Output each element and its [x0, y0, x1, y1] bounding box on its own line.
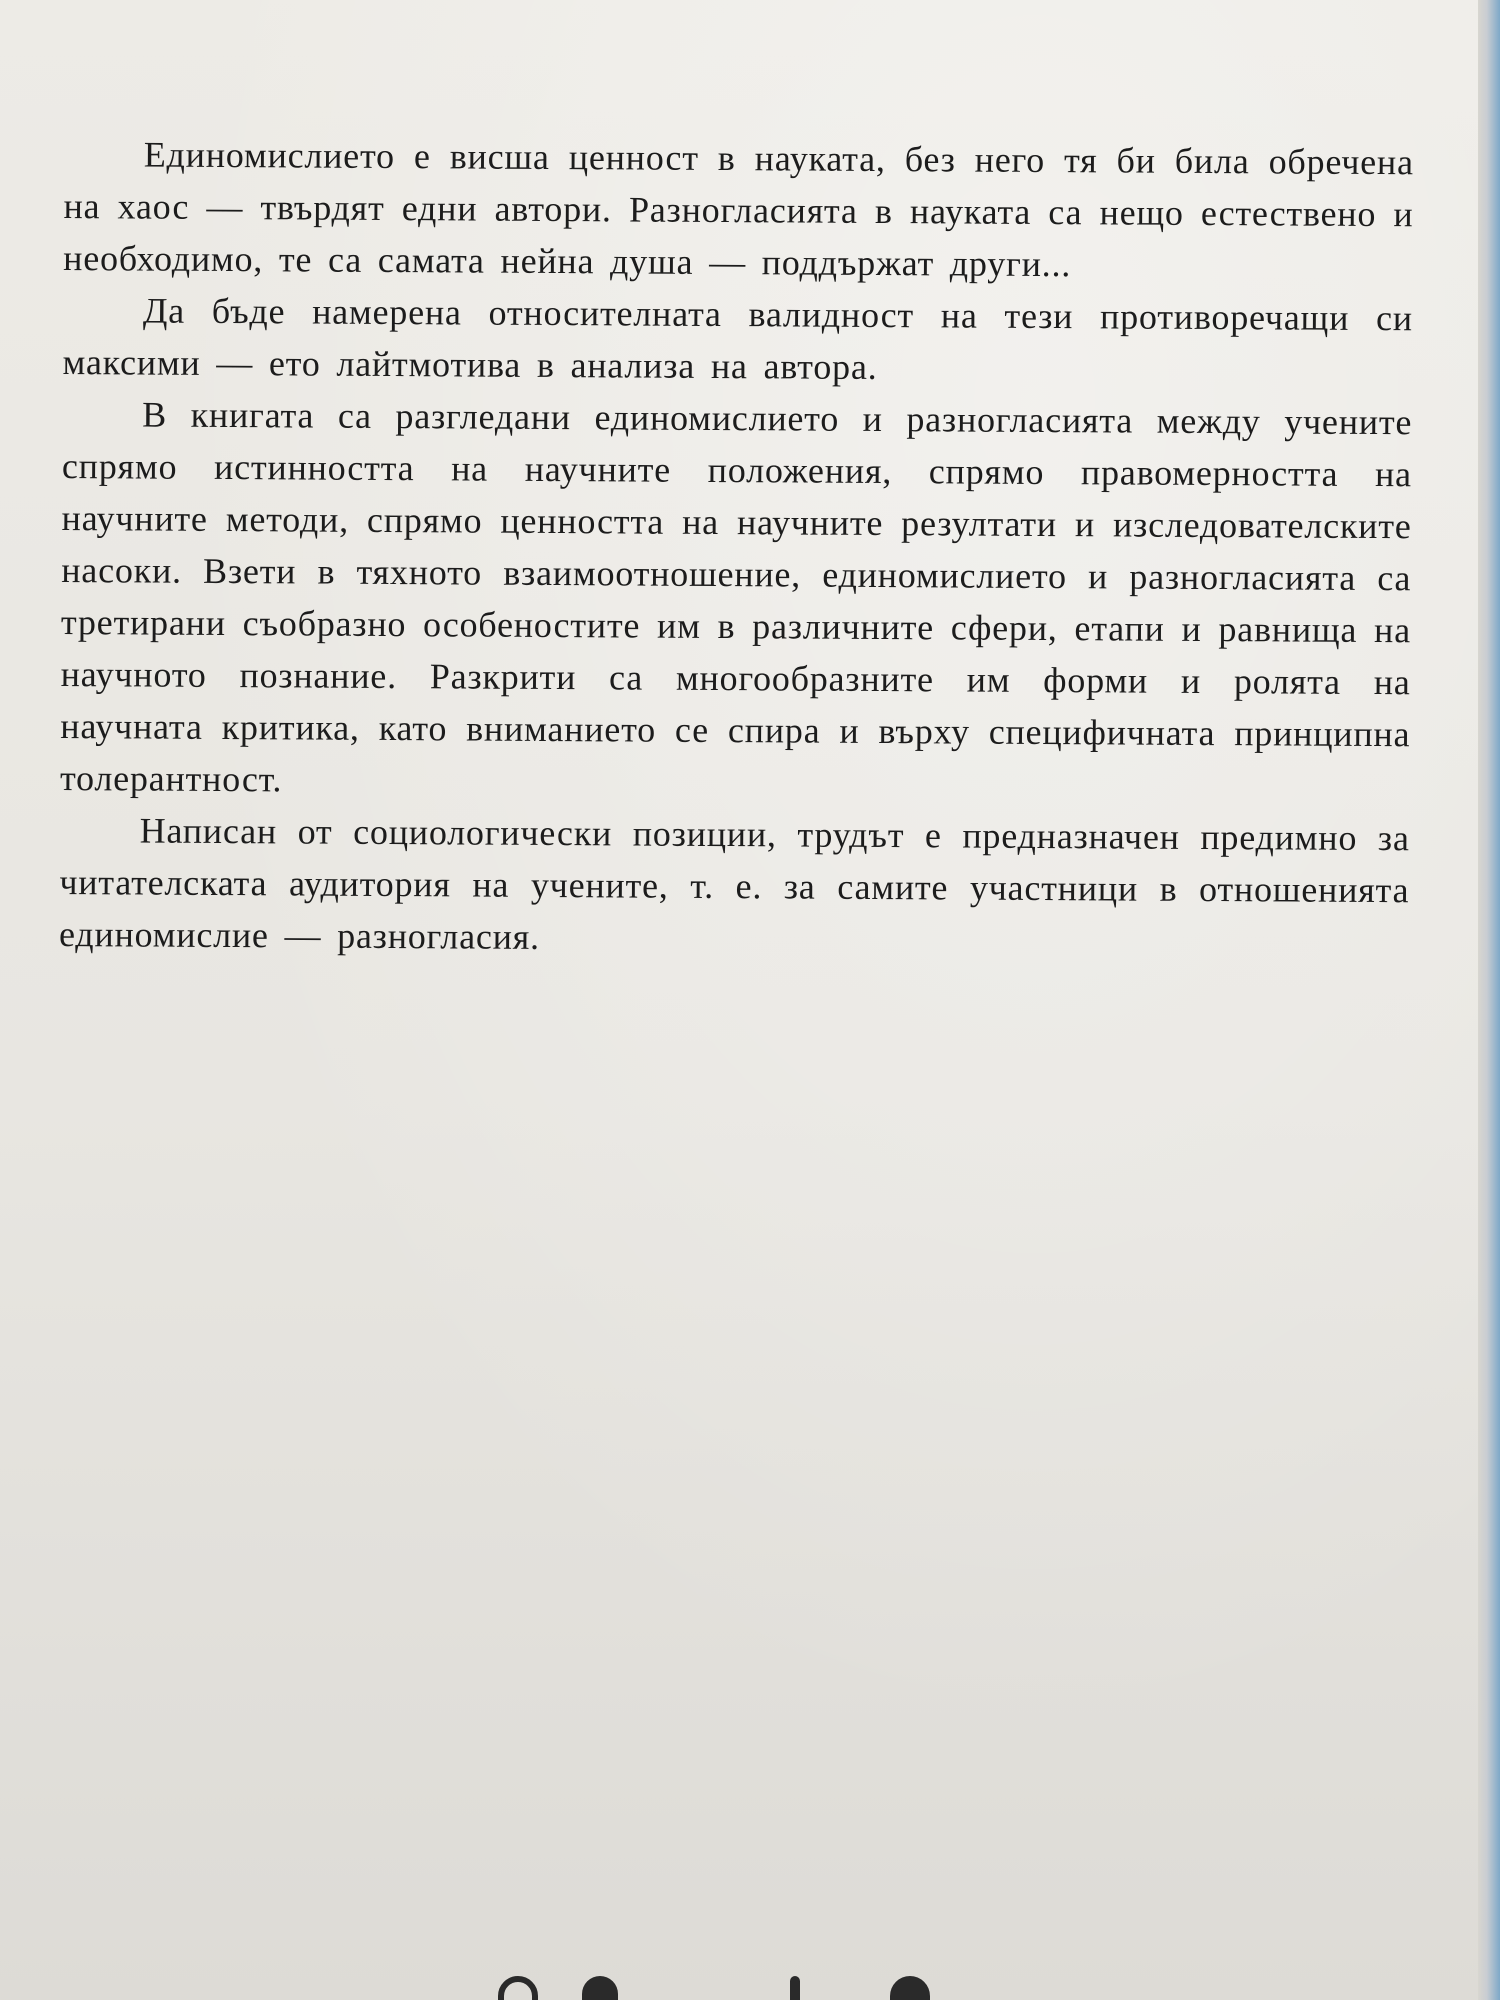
book-cover-edge: [1478, 0, 1500, 2000]
letter-fragment: [790, 1976, 800, 2000]
letter-fragment: [582, 1976, 618, 2000]
paragraph-2: Да бъде намерена относителната валидност на тези противоречащи си максими — ето лайтмотива в анализа на автора.: [62, 290, 1413, 387]
page-text: [59, 128, 1414, 968]
letter-fragment: [890, 1976, 930, 2000]
cropped-footer-text: [490, 1976, 1010, 2000]
copyright-symbol-fragment: [498, 1976, 538, 2000]
paragraph-4: Написан от социологически позиции, трудът е предназначен предимно за читателската аудитория на учените, т. е. за самите участници в отношенията единомислие — разногласия.: [58, 810, 1410, 957]
paragraph-1: Единомислието е висша ценност в науката, без него тя би била обречена на хаос — твърдят едни автори. Разногласията в науката са нещо естествено и необходимо, те са самата нейна душа — поддържат други...: [63, 134, 1414, 285]
paragraph-3: В книгата са разгледани единомислието и разногласията между учените спрямо истинността на научните положения, спрямо правомерността на научните методи, спрямо ценността на научните резултати и изследователските насоки. Взети в тяхното взаимоотношение, единомислието и разногласията са третирани съобразно особеностите им в различните сфери, етапи и равнища на научното познание. Разкрити са многообразните им форми и ролята на научната критика, като вниманието се спира и върху специфичната принципна толерантност.: [59, 394, 1413, 800]
